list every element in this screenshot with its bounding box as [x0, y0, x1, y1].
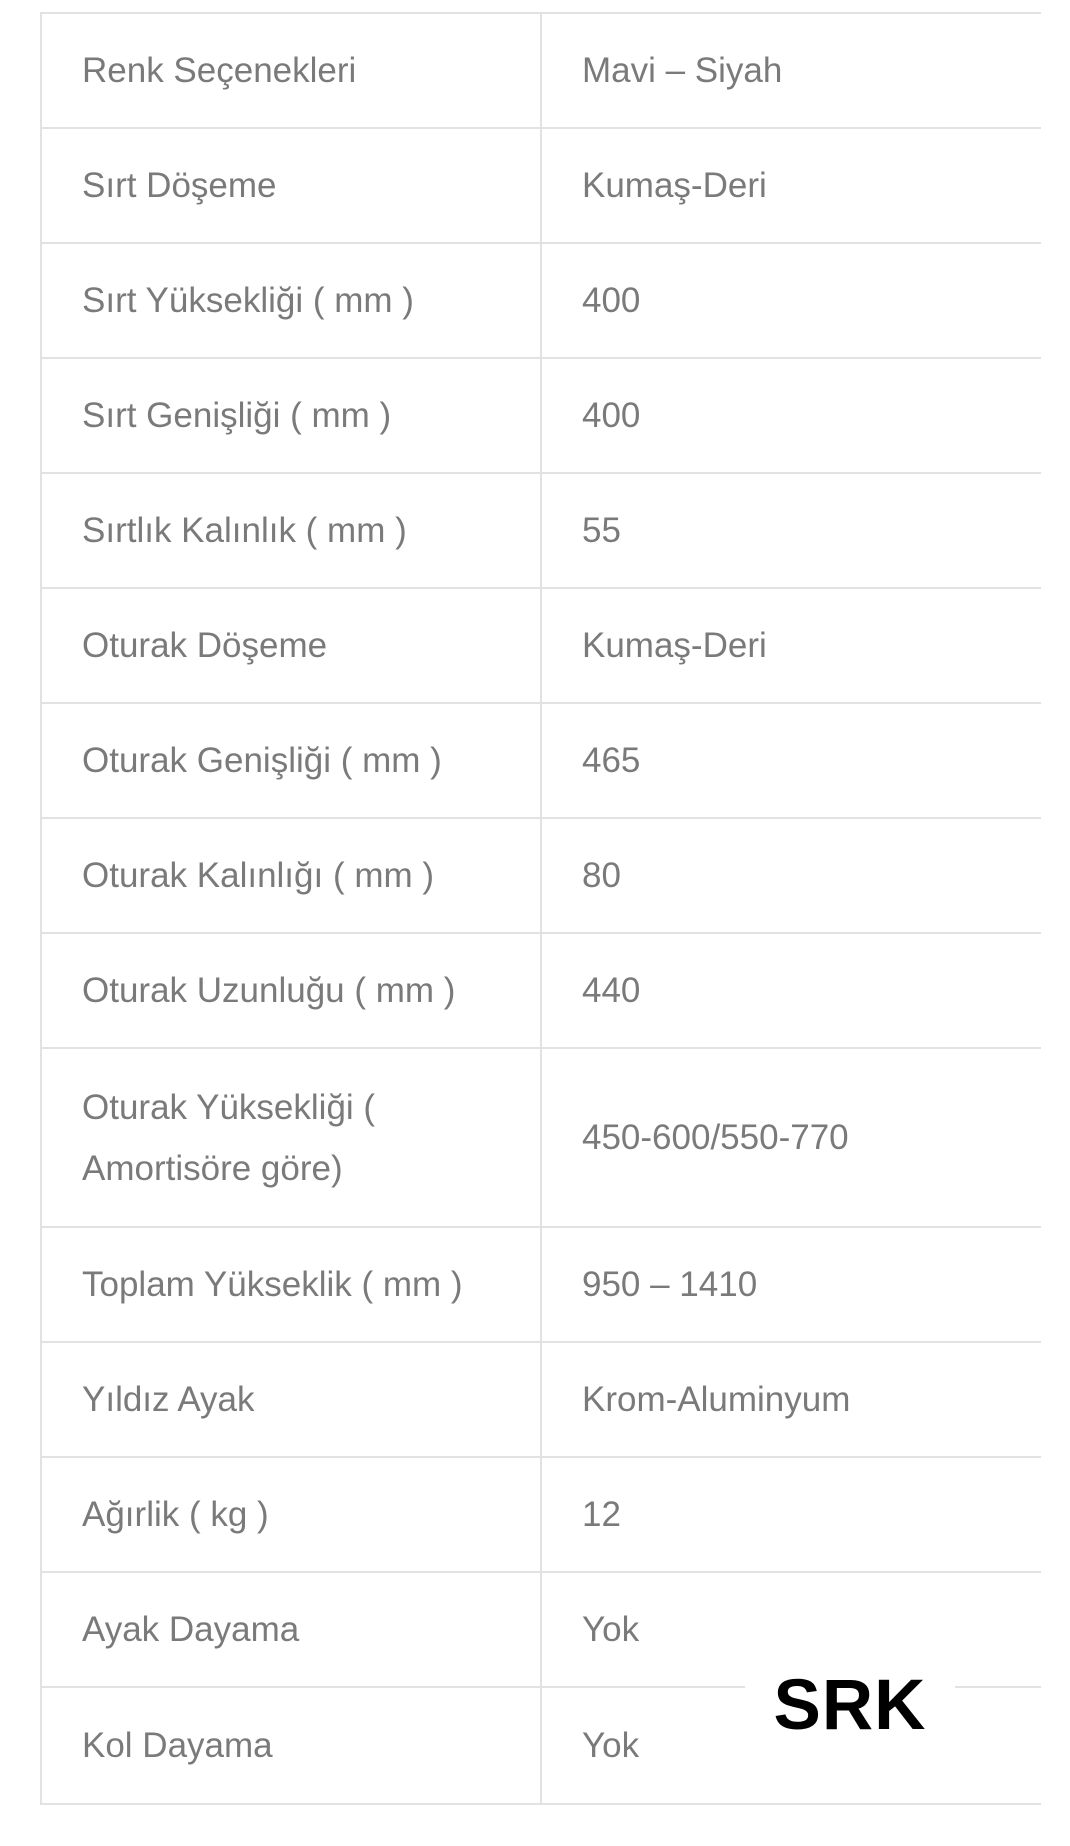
spec-value: 400	[541, 243, 1041, 358]
spec-value: 12	[541, 1457, 1041, 1572]
spec-value: 440	[541, 933, 1041, 1048]
table-row	[41, 1227, 1041, 1342]
spec-label: Ağırlik ( kg )	[41, 1457, 541, 1572]
spec-label: Yıldız Ayak	[41, 1342, 541, 1457]
spec-value: 450-600/550-770	[541, 1048, 1041, 1227]
table-row	[41, 1457, 1041, 1572]
spec-label: Renk Seçenekleri	[41, 13, 541, 128]
table-row	[41, 933, 1041, 1048]
table-row	[41, 473, 1041, 588]
table-row	[41, 243, 1041, 358]
spec-value: Kumaş-Deri	[541, 128, 1041, 243]
spec-value: 55	[541, 473, 1041, 588]
spec-value: Yok	[541, 1687, 1041, 1804]
spec-value: 400	[541, 358, 1041, 473]
spec-value: Yok	[541, 1572, 1041, 1687]
spec-label: Ayak Dayama	[41, 1572, 541, 1687]
spec-value: 80	[541, 818, 1041, 933]
spec-value: 465	[541, 703, 1041, 818]
table-row	[41, 358, 1041, 473]
table-row	[41, 128, 1041, 243]
table-row	[41, 1048, 1041, 1227]
spec-label: Toplam Yükseklik ( mm )	[41, 1227, 541, 1342]
watermark-logo: SRK	[745, 1669, 955, 1743]
spec-label: Oturak Genişliği ( mm )	[41, 703, 541, 818]
spec-label: Oturak Uzunluğu ( mm )	[41, 933, 541, 1048]
table-row	[41, 588, 1041, 703]
spec-label: Oturak Yüksekliği ( Amortisöre göre)	[41, 1048, 541, 1227]
spec-label: Sırt Genişliği ( mm )	[41, 358, 541, 473]
table-row	[41, 818, 1041, 933]
spec-value: 950 – 1410	[541, 1227, 1041, 1342]
spec-value: Krom-Aluminyum	[541, 1342, 1041, 1457]
spec-label: Oturak Kalınlığı ( mm )	[41, 818, 541, 933]
spec-label: Sırt Döşeme	[41, 128, 541, 243]
table-row	[41, 1342, 1041, 1457]
spec-label: Oturak Döşeme	[41, 588, 541, 703]
spec-label: Sırt Yüksekliği ( mm )	[41, 243, 541, 358]
spec-table	[40, 12, 1041, 1805]
spec-label: Kol Dayama	[41, 1687, 541, 1804]
spec-value: Kumaş-Deri	[541, 588, 1041, 703]
table-row	[41, 703, 1041, 818]
spec-label: Sırtlık Kalınlık ( mm )	[41, 473, 541, 588]
spec-value: Mavi – Siyah	[541, 13, 1041, 128]
table-row	[41, 13, 1041, 128]
